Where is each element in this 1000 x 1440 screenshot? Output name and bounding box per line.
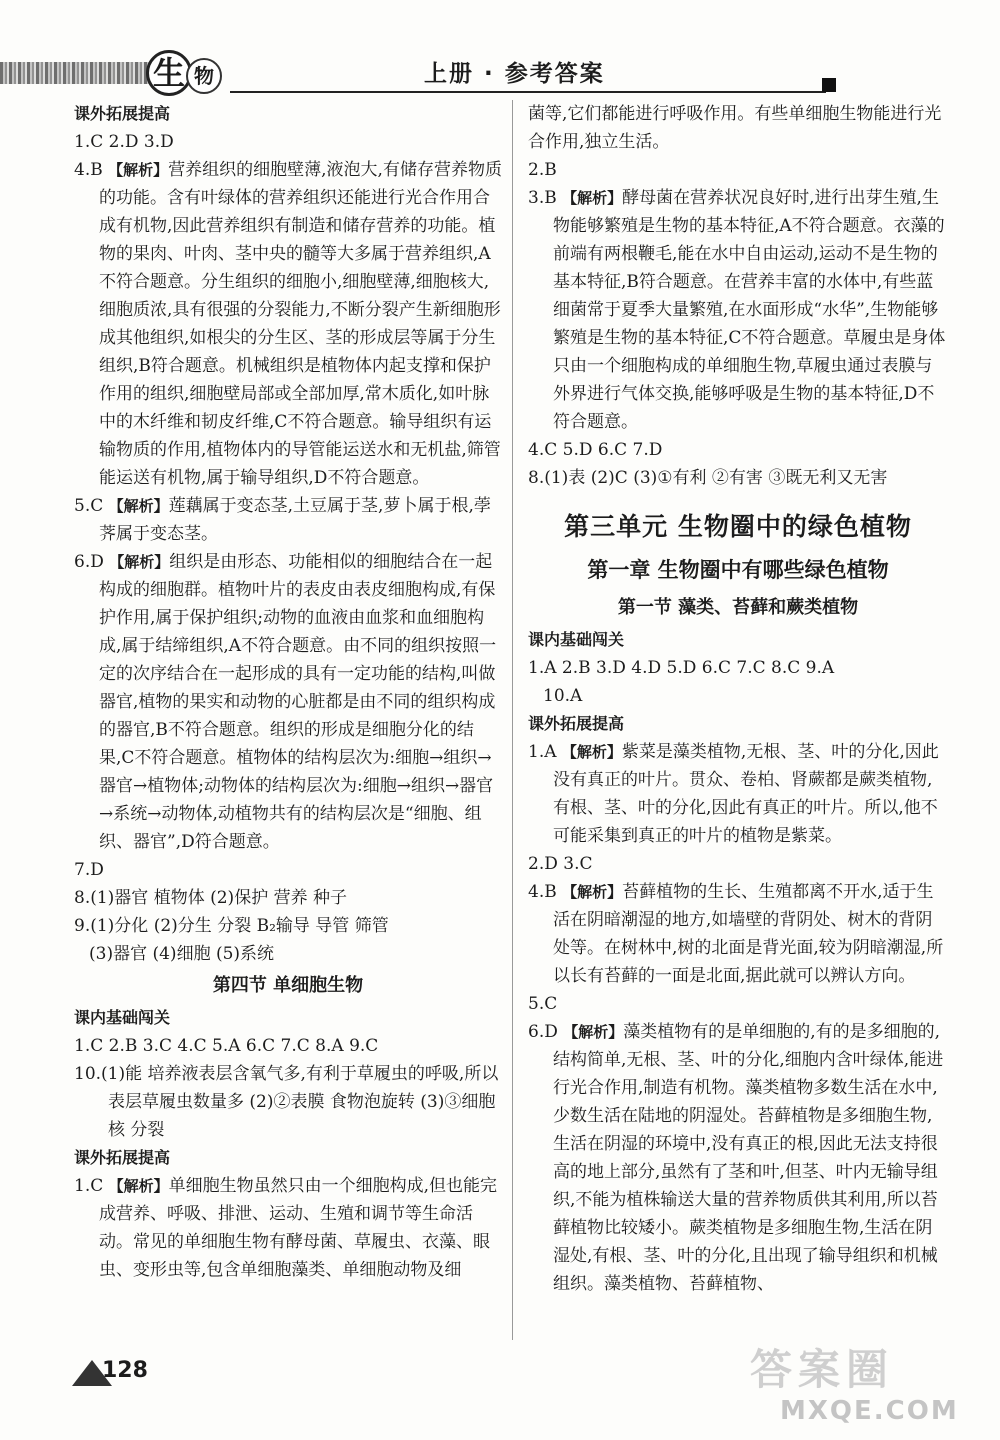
answer-item xyxy=(74,492,502,548)
answer-item: 10.(1)能 培养液表层含氧气多,有利于草履虫的呼吸,所以表层草履虫数量多 (2)②表膜 食物泡旋转 (3)③细胞核 分裂 xyxy=(74,1064,499,1140)
answer-line: 1.A 2.B 3.D 4.D 5.D 6.C 7.C 8.C 9.A xyxy=(528,658,835,678)
section-title: 第一节 藻类、苔藓和蕨类植物 xyxy=(617,597,859,618)
answer-item xyxy=(74,156,502,492)
answer-item xyxy=(528,738,948,850)
section-heading: 课内基础闯关 xyxy=(528,630,625,649)
question-number: 6.D xyxy=(528,1022,564,1042)
answer-item xyxy=(528,1018,948,1298)
section-heading: 课外拓展提高 xyxy=(74,104,171,123)
answer-text: 莲藕属于变态茎,土豆属于茎,萝卜属于根,荸荠属于变态茎。 xyxy=(99,496,491,544)
answer-text: 紫菜是藻类植物,无根、茎、叶的分化,因此没有真正的叶片。贯众、卷柏、肾蕨都是蕨类植物,有根、茎、叶的分化,因此有真正的叶片。所以,他不可能采集到真正的叶片的植物是紫菜。 xyxy=(553,742,939,846)
answer-item xyxy=(74,1172,502,1284)
question-number: 4.B xyxy=(528,882,563,902)
section-heading: 课内基础闯关 xyxy=(74,1008,171,1027)
watermark-text: 答案圈 xyxy=(750,1345,895,1394)
answer-text: (1)表 (2)C (3)①有利 ②有害 ③既无利又无害 xyxy=(544,468,888,488)
watermark xyxy=(720,1344,990,1434)
question-number: 1.A xyxy=(528,742,562,762)
left-column xyxy=(74,100,502,1284)
section-title: 第四节 单细胞生物 xyxy=(212,975,364,996)
answer-line: 7.D xyxy=(74,860,104,880)
answer-line: 1.C 2.B 3.C 4.C 5.A 6.C 7.C 8.A 9.C xyxy=(74,1036,379,1056)
answer-item xyxy=(74,548,502,856)
question-number: 5.C xyxy=(74,496,109,516)
answer-item xyxy=(528,464,948,492)
logo-char-2: 物 xyxy=(186,58,222,94)
answer-line: 4.C 5.D 6.C 7.D xyxy=(528,440,663,460)
answer-line: (3)器官 (4)细胞 (5)系统 xyxy=(89,944,275,964)
question-number: 4.B xyxy=(74,160,109,180)
page-header xyxy=(0,48,1000,108)
answer-text: 组织是由形态、功能相似的细胞结合在一起构成的细胞群。植物叶片的表皮由表皮细胞构成,有保护作用,属于保护组织;动物的血液由血浆和血细胞构成,属于结缔组织,A不符合题意。由不同的组织按照一定的次序结合在一起形成的具有一定功能的结构,叫做器官,植物的果实和动物的心脏都是由不同的组织构成的器官,B不符合题意。组织的形成是细胞分化的结果,C不符合题意。植物体的结构层次为:细胞→组织→器官→植物体;动物体的结构层次为:细胞→组织→器官→系统→动物体,动植物共有的结构层次是“细胞、组织、器官”,D符合题意。 xyxy=(99,552,497,852)
section-heading: 课外拓展提高 xyxy=(528,714,625,733)
analysis-tag: 【解析】 xyxy=(109,553,170,571)
header-square-mark xyxy=(822,78,836,92)
page-number-badge xyxy=(72,1356,168,1388)
analysis-tag: 【解析】 xyxy=(562,883,623,901)
header-rule xyxy=(230,91,826,93)
answer-text: 酵母菌在营养状况良好时,进行出芽生殖,生物能够繁殖是生物的基本特征,A不符合题意。衣藻的前端有两根鞭毛,能在水中自由运动,运动不是生物的基本特征,B符合题意。在营养丰富的水体中,有些蓝细菌常于夏季大量繁殖,在水面形成“水华”,生物能够繁殖是生物的基本特征,C不符合题意。草履虫是身体只由一个细胞构成的单细胞生物,草履虫通过表膜与外界进行气体交换,能够呼吸是生物的基本特征,D不符合题意。 xyxy=(553,188,946,432)
analysis-tag: 【解析】 xyxy=(108,1177,169,1195)
answer-line: 5.C xyxy=(528,994,558,1014)
header-decor-band xyxy=(0,62,150,84)
analysis-tag: 【解析】 xyxy=(108,497,169,515)
question-number: 6.D xyxy=(74,552,110,572)
question-number: 3.B xyxy=(528,188,563,208)
answer-text: 营养组织的细胞壁薄,液泡大,有储存营养物质的功能。含有叶绿体的营养组织还能进行光合作用合成有机物,因此营养组织有制造和储存营养的功能。植物的果肉、叶肉、茎中央的髓等大多属于营养组织,A不符合题意。分生组织的细胞小,细胞壁薄,细胞核大,细胞质浓,具有很强的分裂能力,不断分裂产生新细胞形成其他组织,如根尖的分生区、茎的形成层等属于分生组织,B符合题意。机械组织是植物体内起支撑和保护作用的组织,细胞壁局部或全部加厚,常木质化,如叶脉中的木纤维和韧皮纤维,C不符合题意。输导组织有运输物质的作用,植物体内的导管能运送水和无机盐,筛管能运送有机物,属于输导组织,D不符合题意。 xyxy=(99,160,502,488)
answer-text: 单细胞生物虽然只由一个细胞构成,但也能完成营养、呼吸、排泄、运动、生殖和调节等生命活动。常见的单细胞生物有酵母菌、草履虫、衣藻、眼虫、变形虫等,包含单细胞藻类、单细胞动物及细 xyxy=(99,1176,498,1280)
answer-line: 8.(1)器官 植物体 (2)保护 营养 种子 xyxy=(74,888,347,908)
unit-title: 第三单元 生物圈中的绿色植物 xyxy=(564,512,912,541)
question-number: 8. xyxy=(528,468,545,488)
answer-continuation: 菌等,它们都能进行呼吸作用。有些单细胞生物能进行光合作用,独立生活。 xyxy=(528,104,942,152)
logo-char-1: 生 xyxy=(146,50,192,96)
answer-line: 2.D 3.C xyxy=(528,854,593,874)
answer-line: 10.A xyxy=(543,686,583,706)
answer-line: 9.(1)分化 (2)分生 分裂 B₂输导 导管 筛管 xyxy=(74,916,389,936)
answer-line: 2.B xyxy=(528,160,557,180)
header-title: 上册 · 参考答案 xyxy=(424,61,605,87)
analysis-tag: 【解析】 xyxy=(108,161,169,179)
analysis-tag: 【解析】 xyxy=(563,1023,624,1041)
answer-item xyxy=(528,184,948,436)
answer-text: 苔藓植物的生长、生殖都离不开水,适于生活在阴暗潮湿的地方,如墙壁的背阴处、树木的背阴处等。在树林中,树的北面是背光面,较为阴暗潮湿,所以长有苔藓的一面是北面,据此就可以辨认方向。 xyxy=(553,882,944,986)
section-heading: 课外拓展提高 xyxy=(74,1148,171,1167)
answer-item xyxy=(528,878,948,990)
column-divider xyxy=(512,100,513,1340)
right-column xyxy=(528,100,948,1298)
page-number: 128 xyxy=(102,1358,148,1383)
analysis-tag: 【解析】 xyxy=(562,189,623,207)
question-number: 1.C xyxy=(74,1176,109,1196)
answer-line: 1.C 2.D 3.D xyxy=(74,132,174,152)
chapter-title: 第一章 生物圈中有哪些绿色植物 xyxy=(587,558,889,582)
subject-logo xyxy=(140,48,232,100)
analysis-tag: 【解析】 xyxy=(561,743,622,761)
watermark-url: MXQE.COM xyxy=(780,1396,959,1426)
answer-text: 藻类植物有的是单细胞的,有的是多细胞的,结构简单,无根、茎、叶的分化,细胞内含叶绿体,能进行光合作用,制造有机物。藻类植物多数生活在水中,少数生活在陆地的阴湿处。苔藓植物是多细胞生物,生活在阴湿的环境中,没有真正的根,因此无法支持很高的地上部分,虽然有了茎和叶,但茎、叶内无输导组织,不能为植株输送大量的营养物质供其利用,所以苔藓植物比较矮小。蕨类植物是多细胞生物,生活在阴湿处,有根、茎、叶的分化,且出现了输导组织和机械组织。藻类植物、苔藓植物、 xyxy=(553,1022,944,1294)
